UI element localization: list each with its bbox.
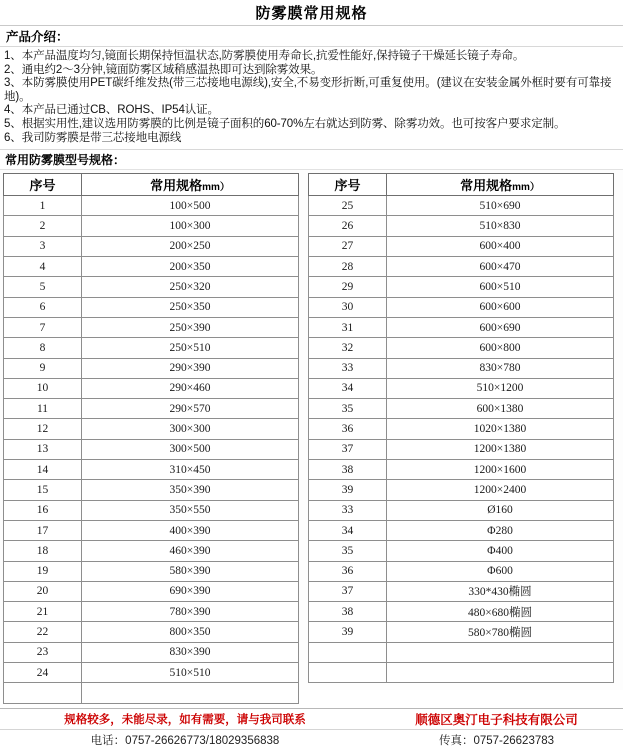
cell-no: 12 — [4, 419, 82, 439]
table-row — [4, 662, 299, 682]
column-header-no: 序号 — [309, 174, 387, 196]
cell-no: 38 — [309, 602, 387, 622]
cell-spec: 1200×1600 — [387, 460, 614, 480]
cell-no: 36 — [309, 419, 387, 439]
cell-spec: Φ600 — [387, 561, 614, 581]
cell-no: 34 — [309, 520, 387, 540]
spec-tables-area — [0, 170, 623, 703]
table-row — [309, 419, 614, 439]
spec-heading: 常用防雾膜型号规格： — [5, 153, 126, 168]
cell-no: 20 — [4, 581, 82, 601]
table-row — [4, 642, 299, 662]
spec-table-left-body — [4, 196, 299, 703]
table-row — [4, 480, 299, 500]
cell-spec: 600×470 — [387, 257, 614, 277]
table-row — [4, 317, 299, 337]
cell-spec: 200×350 — [82, 257, 299, 277]
intro-heading-row — [0, 26, 623, 47]
cell-spec: 400×390 — [82, 520, 299, 540]
cell-no: 36 — [309, 561, 387, 581]
table-row — [309, 257, 614, 277]
cell-spec: 350×390 — [82, 480, 299, 500]
table-row — [4, 277, 299, 297]
footer-row-contact — [0, 730, 623, 751]
column-header-spec — [82, 174, 299, 196]
cell-spec: 1020×1380 — [387, 419, 614, 439]
cell-no: 11 — [4, 399, 82, 419]
table-row — [4, 399, 299, 419]
table-row — [4, 520, 299, 540]
table-row — [4, 581, 299, 601]
cell-no: 18 — [4, 541, 82, 561]
cell-no: 33 — [309, 500, 387, 520]
cell-spec: 580×390 — [82, 561, 299, 581]
table-row — [309, 541, 614, 561]
column-header-no: 序号 — [4, 174, 82, 196]
table-row — [309, 439, 614, 459]
cell-spec: 100×500 — [82, 196, 299, 216]
cell-no: 10 — [4, 378, 82, 398]
cell-no: 34 — [309, 378, 387, 398]
cell-spec: Φ280 — [387, 520, 614, 540]
cell-no: 23 — [4, 642, 82, 662]
cell-no — [309, 662, 387, 682]
cell-no: 21 — [4, 602, 82, 622]
cell-no: 2 — [4, 216, 82, 236]
cell-no: 38 — [309, 460, 387, 480]
cell-spec: 600×690 — [387, 317, 614, 337]
table-row — [4, 358, 299, 378]
cell-spec: 290×570 — [82, 399, 299, 419]
cell-no: 32 — [309, 338, 387, 358]
cell-spec — [82, 683, 299, 703]
cell-spec: 290×390 — [82, 358, 299, 378]
cell-spec: 510×830 — [387, 216, 614, 236]
cell-spec: 510×1200 — [387, 378, 614, 398]
cell-spec: 480×680椭圆 — [387, 602, 614, 622]
telephone-number: 电话：0757-26626773/18029356838 — [90, 735, 280, 748]
cell-spec: 300×300 — [82, 419, 299, 439]
intro-paragraph-block — [0, 47, 623, 150]
spec-table-left — [3, 173, 299, 703]
cell-no: 13 — [4, 439, 82, 459]
column-header-spec-unit: mm） — [512, 182, 540, 194]
table-row — [309, 561, 614, 581]
table-row — [4, 297, 299, 317]
cell-no: 33 — [309, 358, 387, 378]
cell-no: 1 — [4, 196, 82, 216]
intro-line: 4、本产品已通过CB、ROHS、IP54认证。 — [4, 104, 219, 117]
cell-spec: 800×350 — [82, 622, 299, 642]
intro-line: 2、通电约2～3分钟,镜面防雾区域稍感温热即可达到除雾效果。 — [4, 63, 323, 76]
table-row — [309, 460, 614, 480]
cell-spec — [387, 662, 614, 682]
cell-no: 27 — [309, 236, 387, 256]
cell-spec: 310×450 — [82, 460, 299, 480]
cell-spec: Ø160 — [387, 500, 614, 520]
intro-line: 6、我司防雾膜是带三芯接地电源线 — [4, 131, 182, 144]
intro-line: 1、本产品温度均匀,镜面长期保持恒温状态,防雾膜使用寿命长,抗爱性能好,保持镜子干燥延长镜子寿命。 — [4, 50, 525, 62]
cell-spec: 300×500 — [82, 439, 299, 459]
table-row — [4, 541, 299, 561]
cell-no: 28 — [309, 257, 387, 277]
cell-spec: 290×460 — [82, 378, 299, 398]
table-row — [4, 602, 299, 622]
table-row — [4, 196, 299, 216]
table-row — [309, 317, 614, 337]
cell-spec: 580×780椭圆 — [387, 622, 614, 642]
table-row — [4, 378, 299, 398]
intro-heading: 产品介绍： — [6, 30, 69, 44]
column-header-spec-unit: mm） — [202, 182, 230, 194]
cell-spec: Φ400 — [387, 541, 614, 561]
table-row — [4, 216, 299, 236]
intro-line: 5、根据实用性,建议选用防雾膜的比例是镜子面积的60-70%左右就达到防雾、除雾功效。也可按客户要求定制。 — [4, 117, 566, 130]
cell-spec: 510×510 — [82, 662, 299, 682]
table-row — [309, 297, 614, 317]
footer — [0, 708, 623, 751]
table-row — [309, 622, 614, 642]
cell-spec: 830×780 — [387, 358, 614, 378]
cell-spec: 690×390 — [82, 581, 299, 601]
cell-spec: 600×510 — [387, 277, 614, 297]
fax-number: 传真：0757-26623783 — [438, 735, 555, 748]
cell-spec: 510×690 — [387, 196, 614, 216]
cell-no: 15 — [4, 480, 82, 500]
spec-heading-row — [0, 150, 623, 170]
cell-no: 35 — [309, 399, 387, 419]
cell-no: 9 — [4, 358, 82, 378]
cell-no: 37 — [309, 439, 387, 459]
cell-no: 22 — [4, 622, 82, 642]
company-name: 顺德区奥汀电子科技有限公司 — [415, 712, 578, 727]
table-row — [309, 500, 614, 520]
footer-row-primary — [0, 709, 623, 730]
table-row — [4, 439, 299, 459]
column-header-spec-label: 常用规格 — [460, 178, 513, 194]
cell-no: 6 — [4, 297, 82, 317]
cell-no — [4, 683, 82, 703]
table-row — [309, 480, 614, 500]
cell-no: 17 — [4, 520, 82, 540]
cell-spec: 830×390 — [82, 642, 299, 662]
cell-no: 24 — [4, 662, 82, 682]
cell-spec: 350×550 — [82, 500, 299, 520]
table-row — [309, 216, 614, 236]
spec-table-right — [308, 173, 614, 683]
table-row — [309, 236, 614, 256]
cell-no: 31 — [309, 317, 387, 337]
cell-no: 26 — [309, 216, 387, 236]
cell-spec: 600×1380 — [387, 399, 614, 419]
cell-no: 7 — [4, 317, 82, 337]
cell-no: 39 — [309, 480, 387, 500]
table-row — [4, 622, 299, 642]
cell-spec: 780×390 — [82, 602, 299, 622]
cell-spec: 1200×1380 — [387, 439, 614, 459]
cell-no: 14 — [4, 460, 82, 480]
table-row — [309, 399, 614, 419]
table-row — [309, 602, 614, 622]
table-row — [4, 419, 299, 439]
page-title: 防雾膜常用规格 — [255, 5, 368, 22]
cell-no: 19 — [4, 561, 82, 581]
table-row — [309, 662, 614, 682]
cell-spec: 600×400 — [387, 236, 614, 256]
cell-spec: 460×390 — [82, 541, 299, 561]
cell-spec: 600×800 — [387, 338, 614, 358]
table-row — [309, 338, 614, 358]
cell-no: 8 — [4, 338, 82, 358]
table-row — [309, 358, 614, 378]
cell-spec: 330*430椭圆 — [387, 581, 614, 601]
table-row — [309, 581, 614, 601]
cell-spec: 250×390 — [82, 317, 299, 337]
table-row — [4, 460, 299, 480]
cell-spec — [387, 642, 614, 662]
table-row — [309, 196, 614, 216]
table-row — [309, 520, 614, 540]
cell-no: 35 — [309, 541, 387, 561]
cell-spec: 250×350 — [82, 297, 299, 317]
table-row — [4, 338, 299, 358]
cell-spec: 250×510 — [82, 338, 299, 358]
column-header-spec — [387, 174, 614, 196]
spec-table-right-body — [309, 196, 614, 683]
cell-no — [309, 642, 387, 662]
cell-no: 16 — [4, 500, 82, 520]
table-row — [309, 642, 614, 662]
table-row — [309, 378, 614, 398]
table-row — [4, 236, 299, 256]
column-header-spec-label: 常用规格 — [150, 178, 203, 194]
table-header-row — [4, 174, 299, 196]
cell-no: 37 — [309, 581, 387, 601]
cell-no: 30 — [309, 297, 387, 317]
cell-no: 29 — [309, 277, 387, 297]
table-row — [309, 277, 614, 297]
footer-note: 规格较多，未能尽录，如有需要，请与我司联系 — [64, 713, 306, 726]
intro-line: 3、本防雾膜使用PET碳纤维发热(带三芯接地电源线),安全,不易变形折断,可重复使用。(建议在安装金属外框时要有可靠接地)。 — [4, 77, 612, 103]
cell-spec: 1200×2400 — [387, 480, 614, 500]
table-row — [4, 257, 299, 277]
cell-spec: 250×320 — [82, 277, 299, 297]
cell-spec: 200×250 — [82, 236, 299, 256]
table-row — [4, 561, 299, 581]
document-title-bar — [0, 0, 623, 26]
cell-no: 4 — [4, 257, 82, 277]
cell-no: 5 — [4, 277, 82, 297]
cell-spec: 100×300 — [82, 216, 299, 236]
table-row — [4, 683, 299, 703]
cell-spec: 600×600 — [387, 297, 614, 317]
table-header-row — [309, 174, 614, 196]
table-row — [4, 500, 299, 520]
cell-no: 3 — [4, 236, 82, 256]
cell-no: 39 — [309, 622, 387, 642]
cell-no: 25 — [309, 196, 387, 216]
